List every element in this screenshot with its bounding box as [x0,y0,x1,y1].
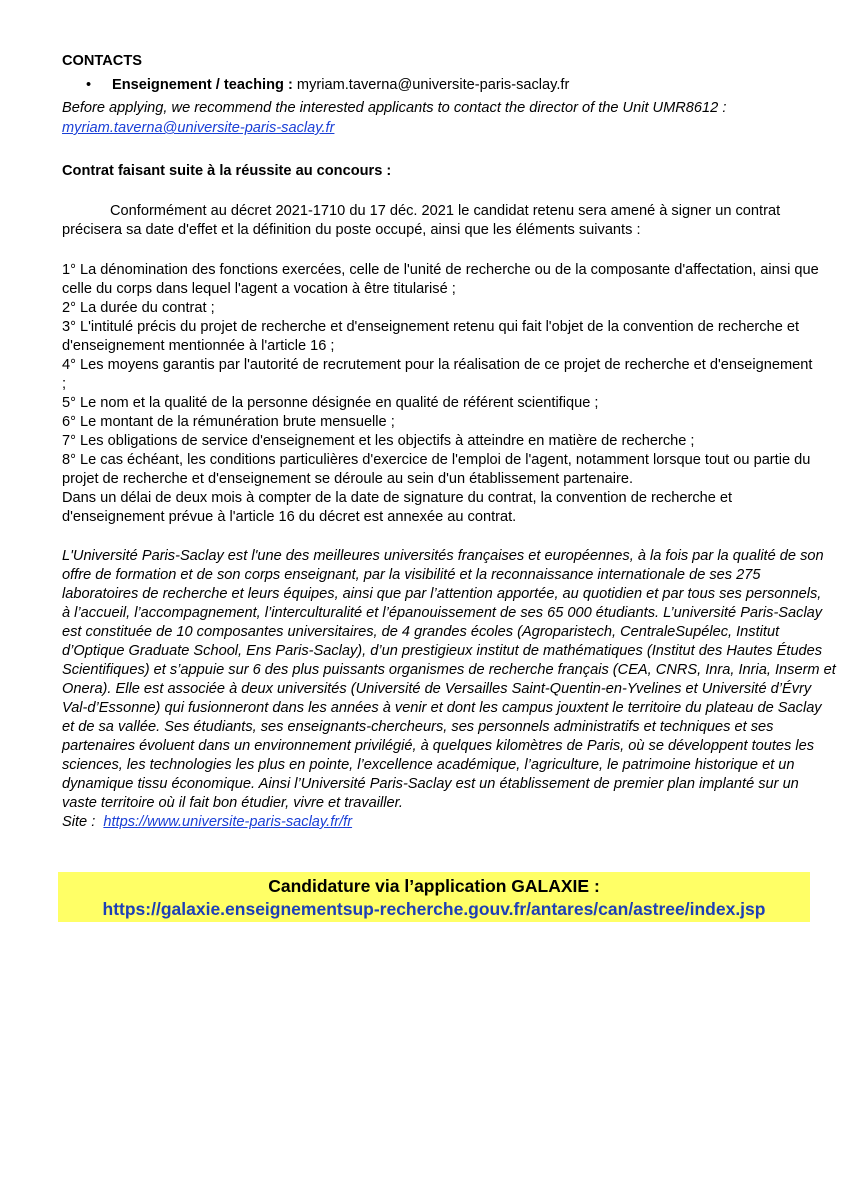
contract-line: projet de recherche et d'enseignement se déroule au sein d'un établissement partenaire. [62,471,634,487]
contract-line: 4° Les moyens garantis par l'autorité de recrutement pour la réalisation de ce projet de recherche et d'enseignement [62,357,813,373]
university-line: et de sa vallée. Ses étudiants, ses enseignants-chercheurs, ses personnels administratifs et techniques et ses [62,719,774,735]
university-line: L'Université Paris-Saclay est l'une des meilleures universités françaises et européennes, à la fois par la qualité de son [62,548,824,564]
galaxie-banner [58,872,810,922]
contract-line: 6° Le montant de la rémunération brute mensuelle ; [62,414,395,430]
university-site [62,813,352,832]
university-line: est constituée de 10 composantes universitaires, de 4 grandes écoles (Agroparistech, CentraleSupélec, Institut [62,624,780,640]
contact-note-email-link[interactable]: myriam.taverna@universite-paris-saclay.fr [62,120,335,136]
contacts-heading: CONTACTS [62,53,142,69]
contract-line: 1° La dénomination des fonctions exercées, celle de l'unité de recherche ou de la composante d'affectation, ainsi que [62,262,819,278]
university-line: laboratoires de recherche et leurs équipes, ainsi que par l’attention apportée, au quotidien et par tous ses personnels, [62,586,822,602]
banner-url-link[interactable]: https://galaxie.enseignementsup-recherche.gouv.fr/antares/can/astree/index.jsp [102,899,766,919]
contract-intro-line-2: précisera sa date d'effet et la définition du poste occupé, ainsi que les éléments suivants : [62,222,641,238]
university-line: Scientifiques) et s’appuie sur 6 des plus puissants organismes de recherche français (CEA, CNRS, Inra, Inria, Inserm et [62,662,836,678]
university-line: d’Optique Graduate School, Ens Paris-Saclay), d’un prestigieux institut de mathématiques (Institut des Hautes Études [62,643,823,659]
contract-heading: Contrat faisant suite à la réussite au concours : [62,163,392,179]
contact-note: Before applying, we recommend the interested applicants to contact the director of the Unit UMR8612 : [62,100,727,116]
contract-line: celle du corps dans lequel l'agent a vocation à être titularisé ; [62,281,456,297]
contract-line: 2° La durée du contrat ; [62,300,215,316]
university-line: Val-d’Essonne) qui fusionneront dans les années à venir et dont les campus jouxtent le territoire du plateau de Saclay [62,700,822,716]
contract-line: 5° Le nom et la qualité de la personne désignée en qualité de référent scientifique ; [62,395,599,411]
university-line: partenaires évoluent dans un environnement privilégié, à quelques kilomètres de Paris, où se développent toutes les [62,738,815,754]
contact-bullet-item [86,76,569,95]
university-line: vaste territoire où il fait bon étudier, vivre et travailler. [62,795,403,811]
contract-intro-line-1: Conformément au décret 2021-1710 du 17 déc. 2021 le candidat retenu sera amené à signer un contrat [110,203,781,219]
university-line: à l’accueil, l’accompagnement, l’interculturalité et l’épanouissement de ses 65 000 étudiants. L’université Paris-Saclay [62,605,823,621]
contract-line: d'enseignement mentionnée à l'article 16 ; [62,338,335,354]
contract-line: 3° L'intitulé précis du projet de recherche et d'enseignement retenu qui fait l'objet de la convention de recherche et [62,319,800,335]
bullet-icon: • [86,77,92,93]
contract-line: d'enseignement prévue à l'article 16 du décret est annexée au contrat. [62,509,517,525]
contract-line: 7° Les obligations de service d'enseignement et les objectifs à atteindre en matière de recherche ; [62,433,695,449]
contact-email[interactable]: myriam.taverna@universite-paris-saclay.fr [296,77,570,93]
banner-title: Candidature via l’application GALAXIE : [268,876,600,896]
contact-label: Enseignement / teaching : [112,77,293,93]
university-line: Onera). Elle est associée à deux universités (Université de Versailles Saint-Quentin-en-Yvelines et Université d’Évry [62,681,812,697]
site-link[interactable]: https://www.universite-paris-saclay.fr/fr [103,814,353,830]
university-line: sciences, les technologies les plus en pointe, l’excellence académique, l’agriculture, le patrimoine historique et un [62,757,795,773]
contract-line: 8° Le cas échéant, les conditions particulières d'exercice de l'emploi de l'agent, notamment lorsque tout ou partie du [62,452,811,468]
university-line: dynamique tissu économique. Ainsi l’Université Paris-Saclay est un établissement de premier plan implanté sur un [62,776,799,792]
university-line: offre de formation et de son corps enseignant, par la visibilité et la reconnaissance internationale de ses 275 [62,567,761,583]
contract-line: Dans un délai de deux mois à compter de la date de signature du contrat, la convention de recherche et [62,490,733,506]
site-label: Site : [62,814,96,830]
contract-line: ; [62,376,67,392]
